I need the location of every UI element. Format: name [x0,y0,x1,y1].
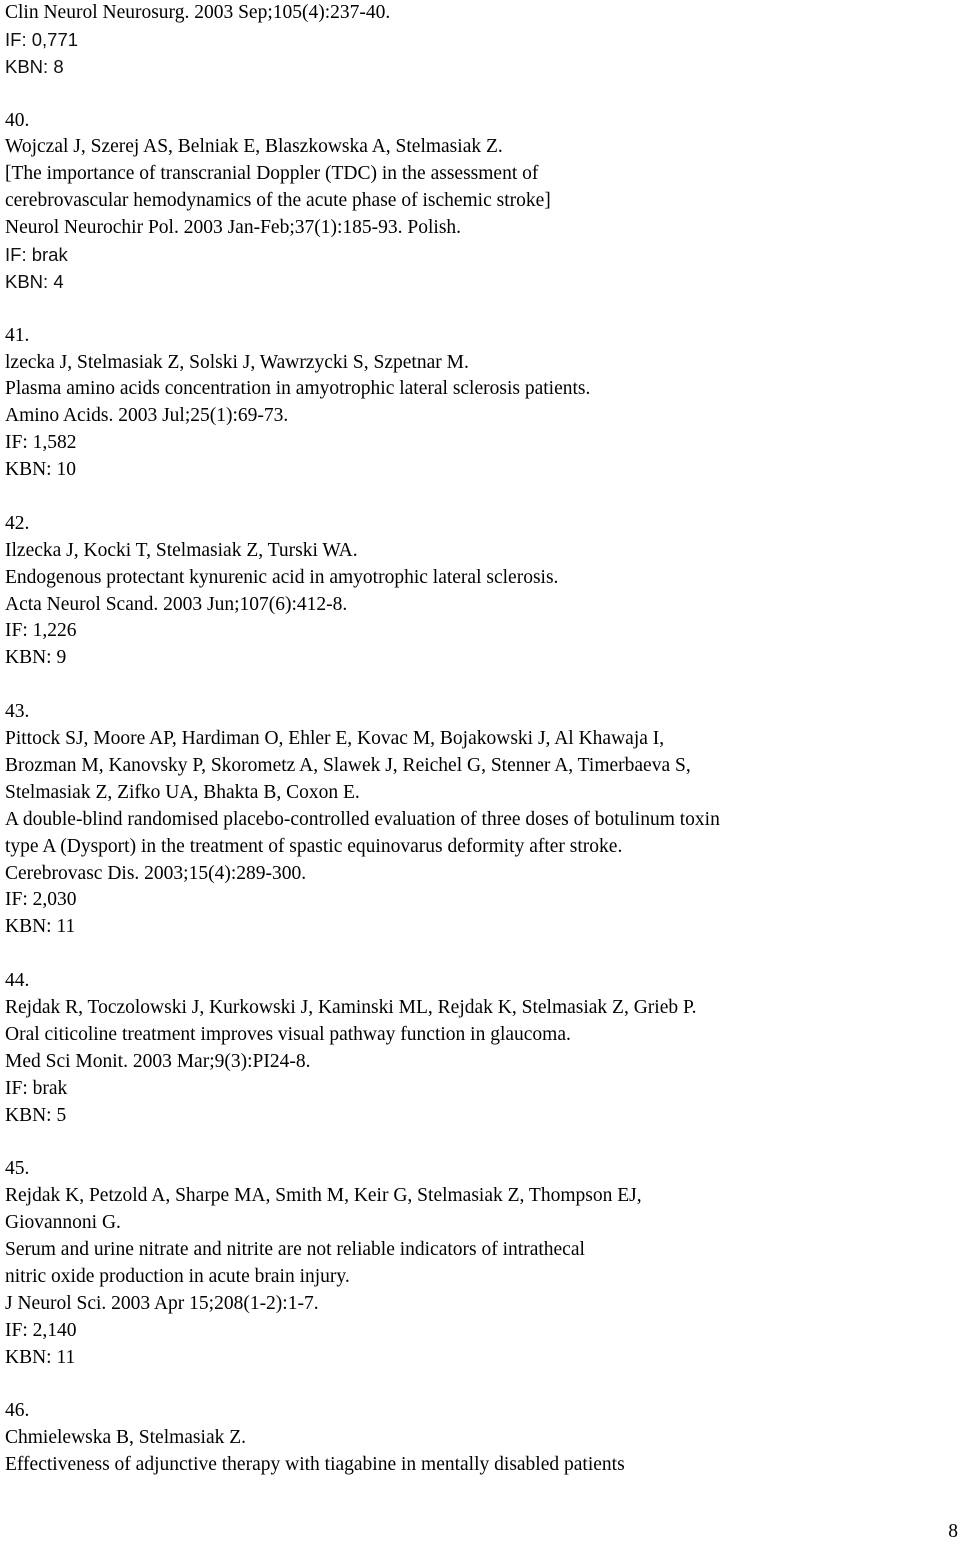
entry-authors: Rejdak K, Petzold A, Sharpe MA, Smith M, Keir G, Stelmasiak Z, Thompson EJ, [5,1185,642,1207]
entry-authors: Giovannoni G. [5,1212,121,1234]
spacer [5,81,955,108]
kbn-score: KBN: 4 [5,270,64,292]
kbn-score: KBN: 9 [5,647,67,669]
entry-title: [The importance of transcranial Doppler (TDC) in the assessment of [5,163,539,185]
entry-number: 43. [5,701,30,723]
entry-title: type A (Dysport) in the treatment of spastic equinovarus deformity after stroke. [5,835,623,857]
impact-factor: IF: 2,140 [5,1319,77,1341]
impact-factor: IF: 2,030 [5,889,77,911]
entry-title: nitric oxide production in acute brain injury. [5,1265,350,1287]
entry-authors: Stelmasiak Z, Zifko UA, Bhakta B, Coxon E. [5,781,360,803]
entry-title: cerebrovascular hemodynamics of the acute phase of ischemic stroke] [5,190,551,212]
kbn-score: KBN: 11 [5,1346,76,1368]
entry-citation: Cerebrovasc Dis. 2003;15(4):289-300. [5,862,307,884]
entry-title: Endogenous protectant kynurenic acid in amyotrophic lateral sclerosis. [5,566,559,588]
entry-title: A double-blind randomised placebo-controlled evaluation of three doses of botulinum toxin [5,808,720,830]
impact-factor: IF: 1,582 [5,432,77,454]
entry-title: Serum and urine nitrate and nitrite are not reliable indicators of intrathecal [5,1238,585,1260]
kbn-score: KBN: 10 [5,459,76,481]
spacer [5,672,955,699]
kbn-score: KBN: 5 [5,1104,67,1126]
entry-authors: Pittock SJ, Moore AP, Hardiman O, Ehler E, Kovac M, Bojakowski J, Al Khawaja I, [5,728,665,750]
entry-number: 45. [5,1158,30,1180]
spacer [5,296,955,323]
entry-number: 46. [5,1400,30,1422]
entry-number: 44. [5,970,30,992]
kbn-score: KBN: 11 [5,916,76,938]
entry-citation: Acta Neurol Scand. 2003 Jun;107(6):412-8. [5,593,348,615]
impact-factor: IF: 1,226 [5,620,77,642]
kbn-score: KBN: 8 [5,55,64,77]
entry-authors: Chmielewska B, Stelmasiak Z. [5,1427,247,1449]
entry-citation: J Neurol Sci. 2003 Apr 15;208(1-2):1-7. [5,1292,319,1314]
page-number: 8 [948,1521,958,1542]
spacer [5,484,955,511]
entry-title: Oral citicoline treatment improves visual pathway function in glaucoma. [5,1023,571,1045]
impact-factor: IF: brak [5,244,68,266]
spacer [5,941,955,968]
spacer [5,1129,955,1156]
entry-number: 40. [5,109,30,131]
entry-authors: Brozman M, Kanovsky P, Skorometz A, Slawek J, Reichel G, Stenner A, Timerbaeva S, [5,754,691,776]
entry-citation: Med Sci Monit. 2003 Mar;9(3):PI24-8. [5,1050,311,1072]
entry-number: 42. [5,512,30,534]
publication-list [5,0,955,1479]
citation-line: Clin Neurol Neurosurg. 2003 Sep;105(4):237-40. [5,2,391,23]
entry-title: Plasma amino acids concentration in amyotrophic lateral sclerosis patients. [5,378,591,400]
impact-factor: IF: 0,771 [5,28,79,50]
entry-authors: Ilzecka J, Kocki T, Stelmasiak Z, Turski WA. [5,539,358,561]
entry-authors: Rejdak R, Toczolowski J, Kurkowski J, Kaminski ML, Rejdak K, Stelmasiak Z, Grieb P. [5,996,697,1018]
entry-title: Effectiveness of adjunctive therapy with tiagabine in mentally disabled patients [5,1454,625,1476]
entry-citation: Neurol Neurochir Pol. 2003 Jan-Feb;37(1):185-93. Polish. [5,217,462,239]
entry-number: 41. [5,324,30,346]
entry-citation: Amino Acids. 2003 Jul;25(1):69-73. [5,405,289,427]
entry-authors: lzecka J, Stelmasiak Z, Solski J, Wawrzycki S, Szpetnar M. [5,351,469,373]
entry-authors: Wojczal J, Szerej AS, Belniak E, Blaszkowska A, Stelmasiak Z. [5,136,503,158]
spacer [5,1371,955,1398]
impact-factor: IF: brak [5,1077,68,1099]
